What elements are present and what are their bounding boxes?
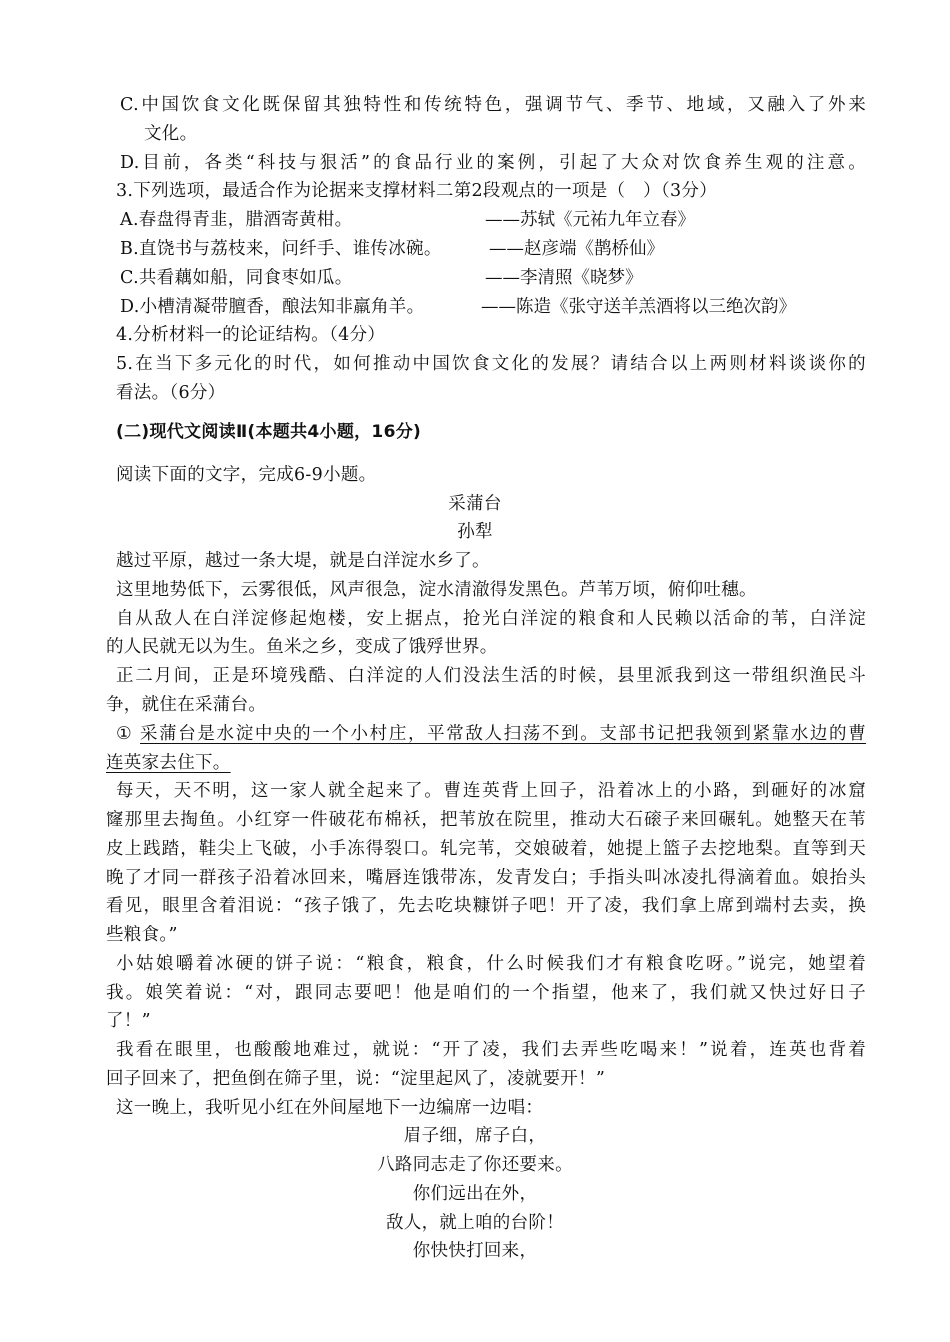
para-8-line1: 我看在眼里，也酸酸地难过，就说：“开了凌，我们去弄些吃喝来！”说着，连英也背着 — [116, 1040, 866, 1060]
q3-option-c-source: ——李清照《晓梦》 — [485, 268, 643, 288]
para-7-line1: 小姑娘嚼着冰硬的饼子说：“粮食，粮食，什么时候我们才有粮食吃呀。”说完，她望着 — [116, 954, 866, 974]
para-7-line2: 我。娘笑着说：“对，跟同志要吧！他是咱们的一个指望，他来了，我们就又快过好日子 — [106, 983, 866, 1003]
para-7-line3: 了！” — [106, 1011, 151, 1031]
para-5-line2: 连英家去住下。 — [106, 753, 231, 773]
para-8-line2: 回子回来了，把鱼倒在筛子里，说：“淀里起风了，凌就要开！” — [106, 1069, 606, 1089]
para-6-line6: 些粮食。” — [106, 925, 178, 945]
para-6-line5: 看见，眼里含着泪说：“孩子饿了，先去吃块糠饼子吧！开了凌，我们拿上席到端村去卖，换 — [106, 896, 866, 916]
q3-option-b-text: B.直饶书与荔枝来，问纤手、谁传冰碗。 — [120, 239, 442, 259]
q3-option-c-text: C.共看藕如船，同食枣如瓜。 — [120, 268, 353, 288]
para-6-line2: 窿那里去掏鱼。小红穿一件破花布棉袄，把苇放在院里，推动大石磙子来回碾轧。她整天在苇 — [106, 810, 866, 830]
q5-line2: 看法。（6分） — [116, 383, 226, 403]
para-3-line1: 自从敌人在白洋淀修起炮楼，安上据点，抢光白洋淀的粮食和人民赖以活命的苇，白洋淀 — [116, 609, 866, 629]
song-line: 你们远出在外， — [412, 1184, 538, 1204]
article-author: 孙犁 — [457, 522, 493, 542]
song-line: 八路同志走了你还要来。 — [377, 1155, 573, 1175]
q3-option-a-text: A.春盘得青韭，腊酒寄黄柑。 — [120, 210, 353, 230]
section-instruction: 阅读下面的文字，完成6-9小题。 — [116, 465, 377, 485]
para-1: 越过平原，越过一条大堤，就是白洋淀水乡了。 — [116, 551, 490, 571]
q3-option-d-source: ——陈造《张守送羊羔酒将以三绝次韵》 — [481, 297, 796, 317]
para-5-line1: 采蒲台是水淀中央的一个小村庄，平常敌人扫荡不到。支部书记把我领到紧靠水边的曹 — [140, 724, 866, 744]
section-heading: (二)现代文阅读Ⅱ(本题共4小题，16分) — [116, 422, 422, 442]
q5-line1: 5.在当下多元化的时代，如何推动中国饮食文化的发展？请结合以上两则材料谈谈你的 — [116, 354, 866, 374]
q3-stem: 3.下列选项，最适合作为论据来支撑材料二第2段观点的一项是（ ）（3分） — [116, 181, 718, 201]
q2-option-d: D.目前，各类“科技与狠活”的食品行业的案例，引起了大众对饮食养生观的注意。 — [120, 153, 866, 173]
para-5-marker: ① — [116, 724, 132, 744]
q4-stem: 4.分析材料一的论证结构。（4分） — [116, 325, 386, 345]
q3-option-d-text: D.小槽清凝带膻香，酿法知非羸角羊。 — [120, 297, 425, 317]
article-title: 采蒲台 — [448, 494, 502, 514]
q3-option-b-source: ——赵彦端《鹊桥仙》 — [489, 239, 664, 259]
q3-option-a-source: ——苏轼《元祐九年立春》 — [485, 210, 695, 230]
para-4-line1: 正二月间，正是环境残酷、白洋淀的人们没法生活的时候，县里派我到这一带组织渔民斗 — [116, 666, 866, 686]
para-6-line3: 皮上践踏，鞋尖上飞破，小手冻得裂口。轧完苇，交娘破着，她提上篮子去挖地梨。直等到天 — [106, 839, 866, 859]
para-6-line1: 每天，天不明，这一家人就全起来了。曹连英背上回子，沿着冰上的小路，到砸好的冰窟 — [116, 781, 866, 801]
q2-option-c-line2: 文化。 — [144, 124, 198, 144]
para-6-line4: 晚了才同一群孩子沿着冰回来，嘴唇连饿带冻，发青发白；手指头叫冰凌扎得滴着血。娘抬头 — [106, 868, 866, 888]
q2-option-c-line1: C.中国饮食文化既保留其独特性和传统特色，强调节气、季节、地域，又融入了外来 — [120, 95, 866, 115]
para-4-line2: 争，就住在采蒲台。 — [106, 695, 267, 715]
song-line: 你快快打回来， — [412, 1241, 538, 1261]
para-3-line2: 的人民就无以为生。鱼米之乡，变成了饿殍世界。 — [106, 637, 498, 657]
song-line: 敌人，就上咱的台阶！ — [386, 1213, 564, 1233]
para-9: 这一晚上，我听见小红在外间屋地下一边编席一边唱： — [116, 1098, 544, 1118]
song-line: 眉子细，席子白， — [403, 1126, 547, 1146]
para-2: 这里地势低下，云雾很低，风声很急，淀水清澈得发黑色。芦苇万顷，俯仰吐穗。 — [116, 580, 757, 600]
